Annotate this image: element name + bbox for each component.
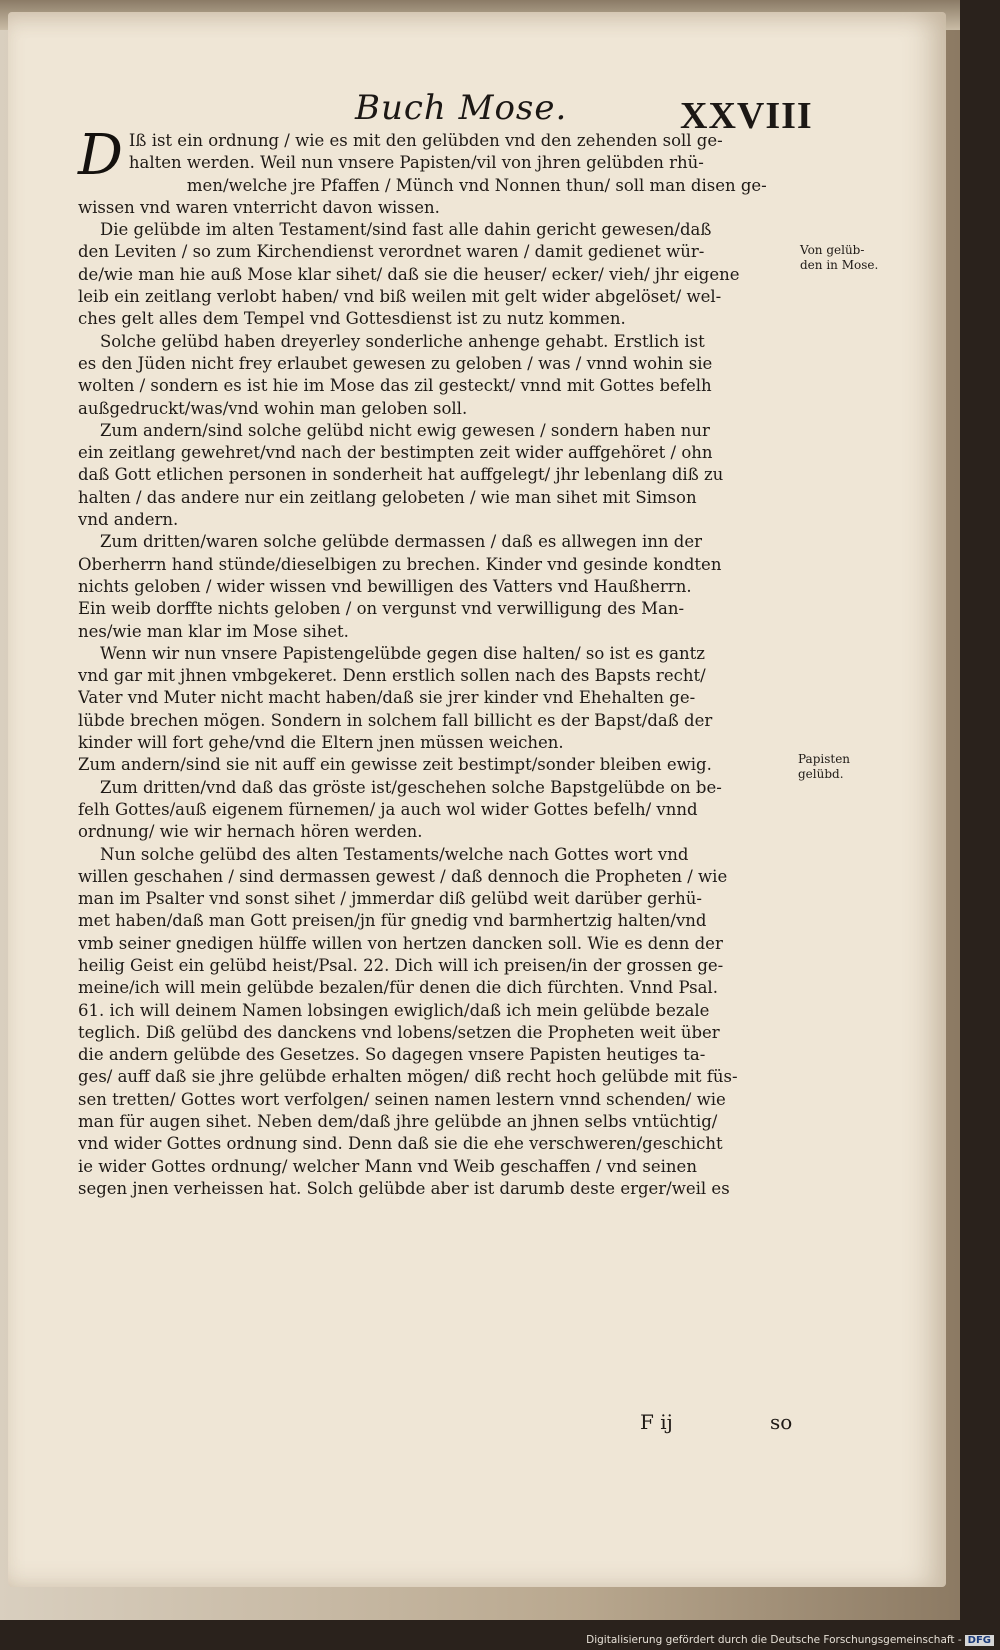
text-line: Zum dritten/vnd daß das gröste ist/geschehen solche Bapstgelübde on be-	[100, 777, 722, 797]
text-line: ges/ auff daß sie jhre gelübde erhalten mögen/ diß recht hoch gelübde mit füs-	[78, 1067, 738, 1087]
decorated-initial: D	[78, 123, 123, 188]
text-line: kinder will fort gehe/vnd die Eltern jnen müssen weichen.	[78, 733, 564, 753]
paragraph	[78, 420, 798, 531]
text-line: heilig Geist ein gelübd heist/Psal. 22. Dich will ich preisen/in der grossen ge-	[78, 955, 724, 975]
text-line: außgedruckt/was/vnd wohin man geloben soll.	[78, 398, 468, 418]
paragraph	[78, 754, 798, 776]
text-line: vnd wider Gottes ordnung sind. Denn daß sie die ehe verschweren/geschicht	[78, 1134, 723, 1154]
paragraph	[78, 777, 798, 844]
text-line: den Leviten / so zum Kirchendienst verordnet waren / damit gedienet wür-	[78, 242, 705, 262]
text-line: Solche gelübd haben dreyerley sonderliche anhenge gehabt. Erstlich ist	[100, 331, 705, 351]
text-line: segen jnen verheissen hat. Solch gelübde aber ist darumb deste erger/weil es	[78, 1178, 730, 1198]
text-line: Nun solche gelübd des alten Testaments/welche nach Gottes wort vnd	[100, 844, 689, 864]
paragraph	[78, 123, 798, 219]
paragraph	[78, 219, 798, 330]
text-line: ein zeitlang gewehret/vnd nach der bestimpten zeit wider auffgehöret / ohn	[78, 443, 713, 463]
text-line: leib ein zeitlang verlobt haben/ vnd biß weilen mit gelt wider abgelöset/ wel-	[78, 287, 722, 307]
text-line: Oberherrn hand stünde/dieselbigen zu brechen. Kinder vnd gesinde kondten	[78, 554, 722, 574]
text-line: Wenn wir nun vnsere Papistengelübde gegen dise halten/ so ist es gantz	[100, 643, 706, 663]
marginal-note	[800, 243, 910, 273]
text-line: man im Psalter vnd sonst sihet / jmmerdar diß gelübd weit darüber gerhü-	[78, 889, 702, 909]
text-line: Zum andern/sind sie nit auff ein gewisse zeit bestimpt/sonder bleiben ewig.	[78, 755, 712, 775]
text-line: Zum andern/sind solche gelübd nicht ewig gewesen / sondern haben nur	[100, 420, 710, 440]
marginal-note-line: Papisten	[798, 752, 851, 766]
paragraph	[78, 844, 798, 1201]
text-line: halten werden. Weil nun vnsere Papisten/vil von jhren gelübden rhü-	[128, 153, 704, 173]
text-line: es den Jüden nicht frey erlaubet gewesen zu geloben / was / vnnd wohin sie	[78, 353, 713, 373]
marginal-note-line: den in Mose.	[800, 258, 879, 272]
text-line: halten / das andere nur ein zeitlang gelobeten / wie man sihet mit Simson	[78, 487, 697, 507]
text-line: ordnung/ wie wir hernach hören werden.	[78, 822, 423, 842]
signature-mark: F ij	[640, 1410, 673, 1434]
text-line: Die gelübde im alten Testament/sind fast alle dahin gericht gewesen/daß	[100, 220, 712, 240]
text-line: meine/ich will mein gelübde bezalen/für denen die dich fürchten. Vnnd Psal.	[78, 978, 718, 998]
text-line: wolten / sondern es ist hie im Mose das zil gesteckt/ vnnd mit Gottes befelh	[78, 376, 712, 396]
text-line: vnd gar mit jhnen vmbgekeret. Denn erstlich sollen nach des Bapsts recht/	[78, 666, 706, 686]
text-line: man für augen sihet. Neben dem/daß jhre gelübde an jhnen selbs vntüchtig/	[78, 1112, 718, 1132]
text-line: nes/wie man klar im Mose sihet.	[78, 621, 349, 641]
text-line: sen tretten/ Gottes wort verfolgen/ seinen namen lestern vnnd schenden/ wie	[78, 1089, 726, 1109]
text-line: Iß ist ein ordnung / wie es mit den gelübden vnd den zehenden soll ge-	[128, 131, 723, 150]
text-line: Zum dritten/waren solche gelübde dermassen / daß es allwegen inn der	[100, 532, 703, 552]
running-head: Buch Mose.	[355, 88, 568, 128]
dfg-logo: DFG	[965, 1635, 994, 1646]
text-line: felh Gottes/auß eigenem fürnemen/ ja auch wol wider Gottes befelh/ vnnd	[78, 799, 698, 819]
text-line: Vater vnd Muter nicht macht haben/daß sie jrer kinder vnd Ehehalten ge-	[78, 688, 696, 708]
text-line: ie wider Gottes ordnung/ welcher Mann vnd Weib geschaffen / vnd seinen	[78, 1156, 697, 1176]
text-line: de/wie man hie auß Mose klar sihet/ daß sie die heuser/ ecker/ vieh/ jhr eigene	[78, 264, 740, 284]
text-line: wissen vnd waren vnterricht davon wissen.	[78, 197, 440, 217]
folio-number: XXVIII	[680, 95, 813, 137]
credit-text: Digitalisierung gefördert durch die Deutsche Forschungsgemeinschaft -	[586, 1634, 962, 1646]
text-line: die andern gelübde des Gesetzes. So dagegen vnsere Papisten heutiges ta-	[78, 1045, 706, 1065]
main-text	[78, 123, 798, 1200]
paragraph	[78, 643, 798, 754]
catchword: so	[770, 1410, 793, 1434]
text-line: nichts geloben / wider wissen vnd bewilligen des Vatters vnd Haußherrn.	[78, 576, 692, 596]
text-line: met haben/daß man Gott preisen/jn für gnedig vnd barmhertzig halten/vnd	[78, 911, 707, 931]
text-line: ches gelt alles dem Tempel vnd Gottesdienst ist zu nutz kommen.	[78, 309, 626, 329]
text-line: lübde brechen mögen. Sondern in solchem fall billicht es der Bapst/daß der	[78, 710, 713, 730]
marginal-note-line: Von gelüb-	[800, 243, 865, 257]
text-line: Ein weib dorffte nichts geloben / on vergunst vnd verwilligung des Man-	[78, 599, 685, 619]
text-line: men/welche jre Pfaffen / Münch vnd Nonnen thun/ soll man disen ge-	[186, 175, 767, 195]
text-line: willen geschahen / sind dermassen gewest / daß dennoch die Propheten / wie	[78, 866, 728, 886]
paragraph	[78, 531, 798, 642]
text-line: teglich. Diß gelübd des danckens vnd lobens/setzen die Propheten weit über	[78, 1022, 720, 1042]
text-line: vmb seiner gnedigen hülffe willen von hertzen dancken soll. Wie es denn der	[78, 933, 723, 953]
marginal-note-line: gelübd.	[798, 767, 844, 781]
text-line: 61. ich will deinem Namen lobsingen ewiglich/daß ich mein gelübde bezale	[78, 1000, 710, 1020]
marginal-note	[798, 752, 908, 782]
text-line: vnd andern.	[78, 510, 179, 530]
digitization-credit	[586, 1634, 994, 1646]
text-line: daß Gott etlichen personen in sonderheit hat auffgelegt/ jhr lebenlang diß zu	[78, 465, 724, 485]
paragraph	[78, 331, 798, 420]
